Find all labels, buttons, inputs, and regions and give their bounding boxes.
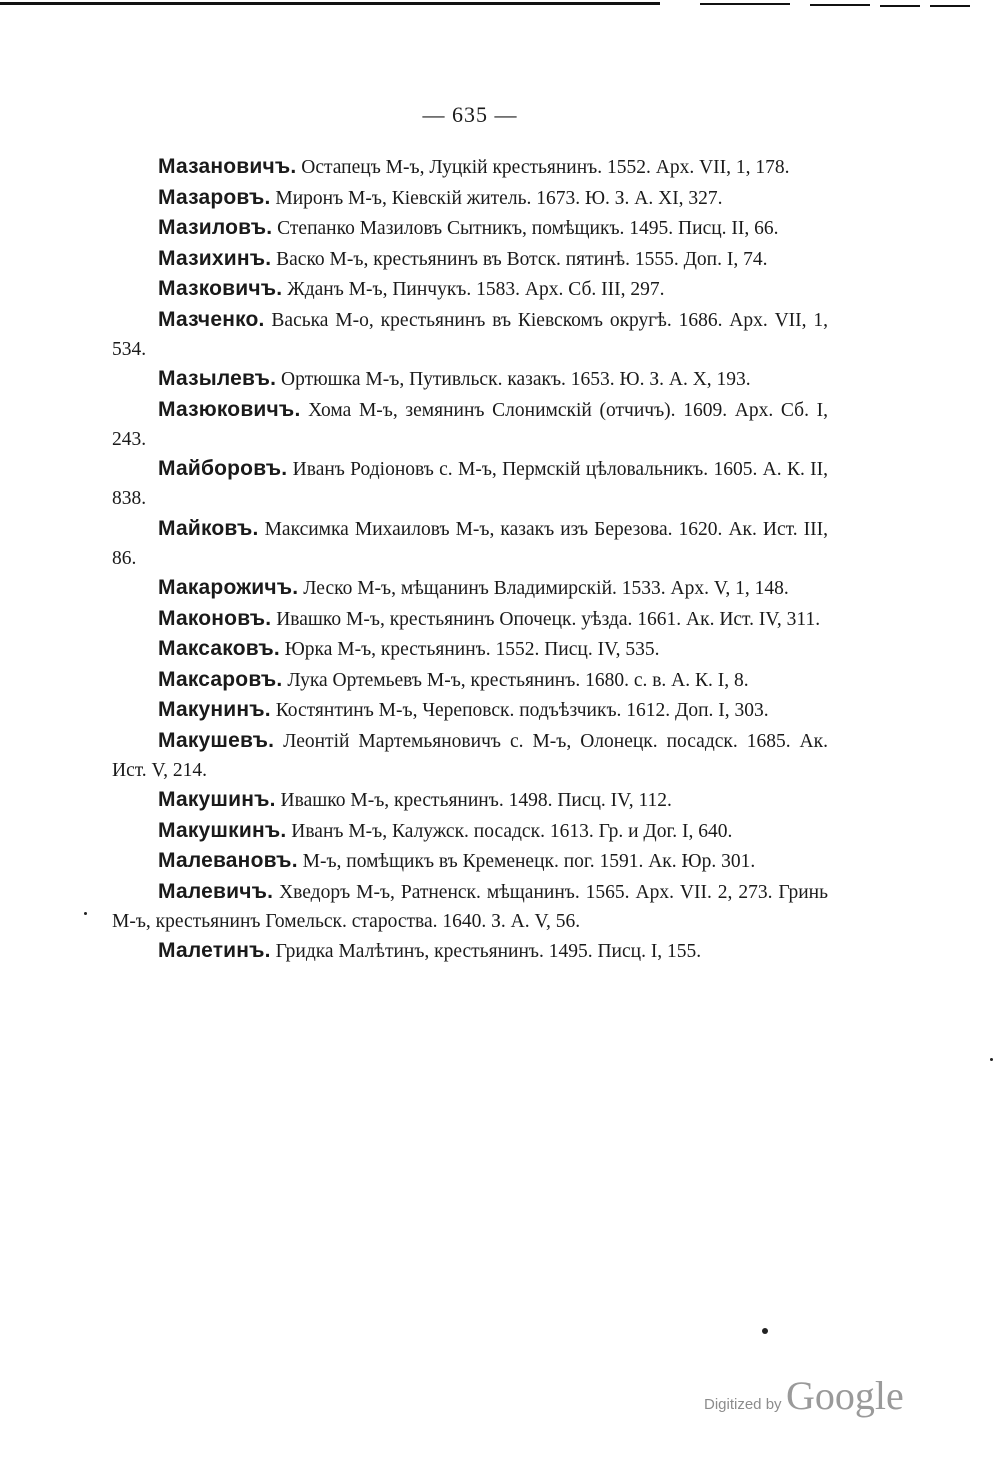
entry-headword: Мазиловъ. [158,216,273,239]
entry-headword: Мазылевъ. [158,367,277,390]
entry [112,604,828,634]
entry [112,395,828,454]
entry-headword: Макушевъ. [158,728,275,752]
entry-headword: Майборовъ. [158,457,288,480]
entry-headword: Максаковъ. [158,637,280,660]
entry-headword: Макушинъ. [158,788,276,811]
top-rule [0,2,980,8]
watermark-prefix: Digitized by [704,1396,782,1413]
entry-headword: Макарожичъ. [158,576,299,599]
entry-text: Ивашко М-ъ, крестьянинъ Опочецк. уѣзда. 1661. Ак. Ист. IV, 311. [276,608,821,630]
entry [112,213,828,243]
entry [112,634,828,664]
entry-headword: Мазановичъ. [158,155,297,178]
entry [112,726,828,785]
entry-headword: Максаровъ. [158,667,283,691]
entry [112,183,828,213]
page-number: — 635 — [422,102,518,127]
entry-text: Леонтій Мартемьяновичъ с. М-ъ, Олонецк. посадск. 1685. Ак. Ист. V, 214. [112,730,828,781]
print-speck [990,1058,993,1061]
entry-text: Иванъ М-ъ, Калужск. посадск. 1613. Гр. и Дог. I, 640. [291,820,733,842]
entry-text: Степанко Мазиловъ Сытникъ, помѣщикъ. 1495. Писц. II, 66. [277,218,779,239]
entry-text: Остапецъ М-ъ, Луцкій крестьянинъ. 1552. Арх. VII, 1, 178. [301,157,790,178]
entry-headword: Майковъ. [158,516,259,540]
entry [112,665,828,695]
entry-text: Хведоръ М-ъ, Ратненск. мѣщанинъ. 1565. Арх. VII. 2, 273. Гринь М-ъ, крестьянинъ Гомельск. староства. 1640. З. А. V, 56. [112,881,828,932]
entry [112,514,828,573]
entry-text: Леско М-ъ, мѣщанинъ Владимирскій. 1533. Арх. V, 1, 148. [303,578,789,599]
entry-text: Лука Ортемьевъ М-ъ, крестьянинъ. 1680. с. в. А. К. I, 8. [287,669,749,691]
entry-text: Ортюшка М-ъ, Путивльск. казакъ. 1653. Ю. З. А. X, 193. [281,369,751,390]
entry-text: Гридка Малѣтинъ, крестьянинъ. 1495. Писц. I, 155. [275,941,702,962]
entry [112,305,828,364]
entry-text: Костянтинъ М-ъ, Череповск. подъѣзчикъ. 1612. Доп. I, 303. [275,700,769,721]
print-speck [762,1328,768,1334]
entry-text: Ивашко М-ъ, крестьянинъ. 1498. Писц. IV, 112. [280,790,672,811]
entry-text: Юрка М-ъ, крестьянинъ. 1552. Писц. IV, 535. [284,639,660,660]
entry [112,785,828,815]
entry-headword: Мазковичъ. [158,277,283,300]
entry [112,695,828,725]
entry-text: М-ъ, помѣщикъ въ Кременецк. пог. 1591. Ак. Юр. 301. [302,851,756,872]
entry-headword: Мазченко. [158,307,265,331]
entry-text: Максимка Михаиловъ М-ъ, казакъ изъ Березова. 1620. Ак. Ист. III, 86. [112,518,829,569]
entry-text: Жданъ М-ъ, Пинчукъ. 1583. Арх. Сб. III, 297. [287,279,665,300]
entry [112,846,828,876]
google-logo: Google [786,1373,904,1418]
dictionary-entries [112,152,828,967]
entry [112,816,828,846]
entry [112,244,828,274]
entry-headword: Маконовъ. [158,606,272,630]
entry [112,936,828,966]
entry-headword: Малевановъ. [158,849,298,872]
entry-text: Васко М-ъ, крестьянинъ въ Вотск. пятинѣ. 1555. Доп. I, 74. [276,248,768,270]
entry-text: Васька М-о, крестьянинъ въ Кіевскомъ округѣ. 1686. Арх. VII, 1, 534. [112,309,829,360]
entry [112,454,828,513]
entry-headword: Макунинъ. [158,698,271,721]
entry-text: Хома М-ъ, земянинъ Слонимскій (отчичъ). 1609. Арх. Сб. I, 243. [112,399,829,450]
entry-text: Иванъ Родіоновъ с. М-ъ, Пермскій цѣловальникъ. 1605. А. К. II, 838. [112,459,829,509]
print-speck [84,912,87,915]
digitized-watermark [704,1372,904,1419]
entry [112,877,828,936]
entry-headword: Малевичъ. [158,879,274,903]
entry [112,274,828,304]
entry-headword: Мазихинъ. [158,246,272,270]
entry-headword: Мазюковичъ. [158,397,301,421]
entry-headword: Мазаровъ. [158,185,271,209]
entry [112,152,828,182]
entry-headword: Малетинъ. [158,939,271,962]
entry [112,364,828,394]
entry-headword: Макушкинъ. [158,818,287,842]
entry-text: Миронъ М-ъ, Кіевскій житель. 1673. Ю. З. А. XI, 327. [275,187,723,209]
entry [112,573,828,603]
